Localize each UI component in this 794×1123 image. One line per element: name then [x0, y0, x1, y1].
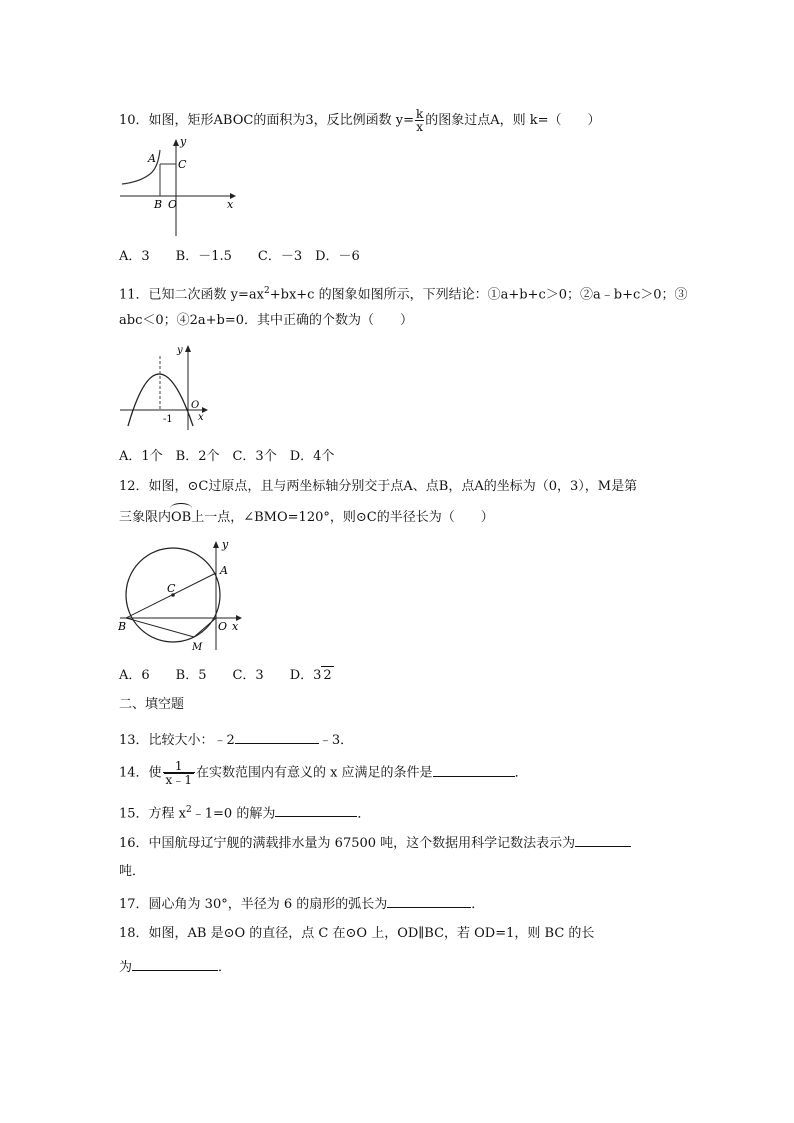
section-heading: 二、填空题 — [119, 697, 185, 712]
q12-line2: 三象限内OB上一点，∠BMO=120°，则⊙C的半径长为（ ） — [119, 510, 494, 525]
q11-label-x: x — [198, 412, 204, 423]
q14: 14．使 $\frac{1}{x﹣1}$ 在实数范围内有意义的 x 应满足的条件是 ． — [119, 759, 528, 787]
q12-label-y: y — [222, 538, 229, 551]
q11-line2: abc＜0；④2a+b=0．其中正确的个数为（ ） — [119, 313, 414, 328]
q10-label-B: B — [154, 198, 163, 211]
q12-sqrt: 2 — [323, 668, 332, 683]
q16-line2: 吨． — [119, 864, 146, 879]
q13-blank[interactable] — [235, 729, 319, 744]
q12-segment-BM — [126, 618, 194, 637]
q12-label-B: B — [118, 620, 127, 633]
q12-label-C: C — [167, 582, 176, 595]
q10-figure — [118, 136, 238, 240]
q10-label-y: y — [180, 136, 187, 148]
q12-label-O: O — [218, 620, 228, 633]
q10-stem: 10．如图，矩形ABOC的面积为3，反比例函数 y= $\frac{k}{x}$ 的图象过点A，则 k=（ ） — [119, 107, 601, 134]
q12-label-x: x — [232, 620, 239, 633]
q15-blank[interactable] — [275, 802, 357, 817]
q12-options: A．6 B．5 C．3 D．3 2 — [119, 668, 332, 683]
q11-y-arrow — [185, 345, 191, 352]
q17-blank[interactable] — [387, 893, 471, 908]
q18-line1: 18．如图，AB 是⊙O 的直径，点 C 在⊙O 上，OD∥BC，若 OD=1，则 BC 的长 — [119, 926, 595, 941]
q10-label-C: C — [178, 158, 187, 171]
q11-label-neg1: -1 — [163, 414, 173, 425]
q10-fraction: $\frac{k}{x}$ — [415, 107, 424, 134]
q10-label-O: O — [168, 198, 178, 211]
q15: 15．方程 $x^2﹣1=0$ 的解为 ． — [119, 801, 370, 823]
q10-options: A．3 B．－1.5 C．－3 D．－6 — [119, 249, 360, 264]
q13: 13．比较大小：﹣2 ﹣3． — [119, 729, 353, 750]
q12-y-arrow — [213, 541, 219, 548]
q10-label-A: A — [148, 152, 156, 165]
q18-line2: 为 ． — [119, 956, 231, 977]
q11-label-O: O — [191, 400, 200, 411]
q12-label-A: A — [220, 564, 228, 577]
q12-label-M: M — [192, 642, 203, 653]
q14-blank[interactable] — [433, 762, 515, 777]
q12-figure — [118, 538, 250, 658]
q16-line1: 16．中国航母辽宁舰的满载排水量为 67500 吨，这个数据用科学记数法表示为 — [119, 832, 631, 853]
q18-blank[interactable] — [132, 956, 218, 971]
q12-line1: 12．如图，⊙C过原点，且与两坐标轴分别交于点A、点B，点A的坐标为（0，3），M是第 — [119, 479, 638, 494]
q12-arc-OB: OB — [171, 510, 192, 525]
q14-fraction: $\frac{1}{x﹣1}$ — [163, 760, 195, 786]
q11-figure — [118, 342, 208, 432]
q10-y-arrow — [173, 139, 179, 146]
q12-segment-MO — [194, 618, 216, 637]
q11-line1: 11．已知二次函数 $y=ax^2+bx+c$ 的图象如图所示，下列结论：①a+b+c＞0；②a﹣b+c＞0；③ — [119, 286, 688, 303]
q12-segment-AB — [126, 573, 216, 618]
q10-label-x: x — [227, 198, 234, 211]
q11-options: A．1个 B．2个 C．3个 D．4个 — [119, 449, 335, 464]
q11-label-y: y — [177, 345, 183, 356]
q16-blank[interactable] — [575, 832, 631, 847]
q17: 17．圆心角为 30°，半径为 6 的扇形的弧长为 ． — [119, 893, 484, 914]
